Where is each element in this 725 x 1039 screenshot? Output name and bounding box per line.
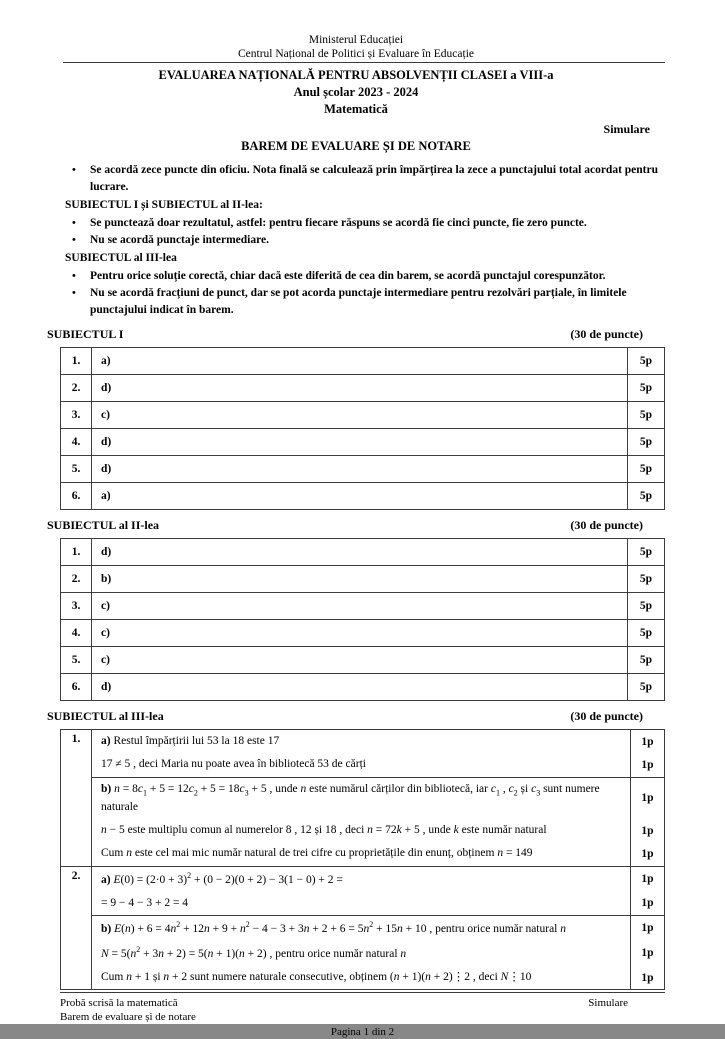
page-footer bbox=[60, 992, 665, 1039]
school-year: Anul școlar 2023 - 2024 bbox=[293, 85, 419, 99]
answer-row bbox=[61, 620, 665, 647]
points-value: 5p bbox=[628, 402, 665, 429]
answer-letter: d) bbox=[92, 375, 628, 402]
answer-letter: a) bbox=[92, 483, 628, 510]
answer-letter: d) bbox=[92, 539, 628, 566]
instruction-subheading bbox=[65, 197, 665, 214]
solution-step-text: = 9 − 4 − 3 + 2 = 4 bbox=[101, 896, 189, 909]
page-number: Pagina 1 din 2 bbox=[330, 1026, 395, 1039]
answer-row bbox=[61, 593, 665, 620]
points-value: 5p bbox=[628, 674, 665, 701]
footer-exam-type: Probă scrisă la matematică bbox=[60, 997, 178, 1010]
question-number: 3. bbox=[61, 593, 92, 620]
footer-variant: Simulare bbox=[588, 997, 628, 1010]
instruction-bullet-item bbox=[65, 232, 665, 249]
instructions bbox=[65, 162, 665, 319]
points-value: 5p bbox=[628, 539, 665, 566]
solution-part-cell bbox=[92, 730, 665, 778]
instruction-text: Nu se acordă punctaje intermediare. bbox=[90, 234, 269, 246]
points-value: 5p bbox=[628, 647, 665, 674]
points-value: 5p bbox=[628, 429, 665, 456]
answers-table-1 bbox=[60, 347, 665, 510]
points-value: 5p bbox=[628, 620, 665, 647]
solutions-table bbox=[60, 729, 665, 990]
answer-row bbox=[61, 483, 665, 510]
answer-row bbox=[61, 375, 665, 402]
answer-letter: c) bbox=[92, 620, 628, 647]
instruction-bullet-item bbox=[65, 162, 665, 196]
answer-letter: c) bbox=[92, 593, 628, 620]
solution-part-row bbox=[61, 777, 665, 866]
solution-step-text: b) $n = 8c_1 + 5 = 12c_2 + 5 = 18c_3 + 5$ , unde n este numărul cărților din bibliotecă, iar $c_1$ , $c_2$ și $c_3$ sunt numere naturale bbox=[101, 782, 600, 813]
section-subject-1 bbox=[47, 327, 665, 510]
solution-step-points: 1p bbox=[630, 753, 664, 776]
answer-row bbox=[61, 456, 665, 483]
points-value: 5p bbox=[628, 456, 665, 483]
question-number: 6. bbox=[61, 483, 92, 510]
solution-part-row bbox=[61, 915, 665, 989]
solutions-tbody bbox=[61, 730, 665, 990]
solution-step-points: 1p bbox=[630, 730, 664, 753]
header-divider bbox=[63, 62, 665, 63]
answer-letter: c) bbox=[92, 402, 628, 429]
section-heading bbox=[47, 709, 665, 724]
solution-step-text: a) Restul împărțirii lui 53 la 18 este 17 bbox=[101, 735, 280, 747]
points-value: 5p bbox=[628, 566, 665, 593]
question-number: 3. bbox=[61, 402, 92, 429]
subject-name: Matematică bbox=[324, 102, 388, 116]
solution-step bbox=[92, 730, 664, 753]
question-number: 6. bbox=[61, 674, 92, 701]
solution-step bbox=[92, 867, 664, 892]
answers-table-2 bbox=[60, 538, 665, 701]
solution-step bbox=[92, 842, 664, 865]
answer-row bbox=[61, 348, 665, 375]
solution-step-points: 1p bbox=[630, 778, 664, 820]
question-number: 1. bbox=[61, 348, 92, 375]
document-title: BAREM DE EVALUARE ȘI DE NOTARE bbox=[241, 139, 471, 153]
solution-step-text: Cum n este cel mai mic număr natural de trei cifre cu proprietățile din enunț, obținem n = 149 bbox=[101, 847, 533, 860]
solution-step-points: 1p bbox=[630, 966, 664, 989]
instruction-bullet-item bbox=[65, 215, 665, 232]
footer-doc-type: Barem de evaluare și de notare bbox=[60, 1011, 196, 1024]
solution-step bbox=[92, 819, 664, 842]
question-number: 1. bbox=[61, 539, 92, 566]
instruction-subheading bbox=[65, 250, 665, 267]
solution-step-points: 1p bbox=[630, 941, 664, 966]
question-number: 2. bbox=[61, 566, 92, 593]
center-name: Centrul Național de Politici și Evaluare în Educație bbox=[237, 48, 474, 60]
section-heading bbox=[47, 518, 665, 533]
ministry-name: Ministerul Educației bbox=[308, 34, 404, 46]
solution-step bbox=[92, 941, 664, 966]
answer-letter: a) bbox=[92, 348, 628, 375]
solution-part-cell bbox=[92, 915, 665, 989]
points-value: 5p bbox=[628, 348, 665, 375]
solution-step bbox=[92, 892, 664, 915]
solution-step-points: 1p bbox=[630, 842, 664, 865]
solution-part-cell bbox=[92, 777, 665, 866]
solution-step-points: 1p bbox=[630, 819, 664, 842]
section-subject-3 bbox=[47, 709, 665, 990]
problem-number: 2. bbox=[61, 866, 92, 990]
answer-letter: d) bbox=[92, 429, 628, 456]
variant-label: Simulare bbox=[603, 122, 650, 136]
section-title: SUBIECTUL al II-lea bbox=[47, 518, 160, 532]
solution-part-cell bbox=[92, 866, 665, 915]
points-value: 5p bbox=[628, 483, 665, 510]
problem-number: 1. bbox=[61, 730, 92, 867]
bullet-icon: • bbox=[72, 270, 76, 282]
page-header bbox=[47, 33, 665, 155]
instruction-text: Nu se acordă fracțiuni de punct, dar se pot acorda punctaje intermediare pentru rezolvări parțiale, în limitele punctajului indicat în barem. bbox=[90, 287, 627, 316]
instruction-bullet-item bbox=[65, 268, 665, 285]
instruction-text: Se acordă zece puncte din oficiu. Nota finală se calculează prin împărțirea la zece a punctajului total acordat pentru lucrare. bbox=[90, 164, 659, 193]
answer-letter: b) bbox=[92, 566, 628, 593]
answer-row bbox=[61, 402, 665, 429]
solution-step bbox=[92, 916, 664, 941]
bullet-icon: • bbox=[72, 217, 76, 229]
solution-step-text: $N = 5(n^2 + 3n + 2) = 5(n + 1)(n + 2)$ , pentru orice număr natural n bbox=[101, 944, 407, 960]
answer-row bbox=[61, 566, 665, 593]
question-number: 2. bbox=[61, 375, 92, 402]
question-number: 4. bbox=[61, 620, 92, 647]
answer-row bbox=[61, 647, 665, 674]
bullet-icon: • bbox=[72, 234, 76, 246]
solution-step bbox=[92, 778, 664, 820]
section-points-label: (30 de puncte) bbox=[570, 327, 643, 341]
solution-step-text: 17 ≠ 5 , deci Maria nu poate avea în bibliotecă 53 de cărți bbox=[101, 758, 366, 771]
points-value: 5p bbox=[628, 375, 665, 402]
question-number: 4. bbox=[61, 429, 92, 456]
instruction-subheading-text: SUBIECTUL al III-lea bbox=[65, 252, 177, 264]
solution-step-text: Cum n + 1 și n + 2 sunt numere naturale consecutive, obținem (n + 1)(n + 2)⋮2 , deci N⋮10 bbox=[101, 971, 532, 984]
answer-row bbox=[61, 674, 665, 701]
instruction-subheading-text: SUBIECTUL I și SUBIECTUL al II-lea: bbox=[65, 199, 263, 211]
question-number: 5. bbox=[61, 456, 92, 483]
solution-part-row bbox=[61, 866, 665, 915]
exam-title: EVALUAREA NAȚIONALĂ PENTRU ABSOLVENȚII CLASEI a VIII-a bbox=[158, 68, 554, 82]
question-number: 5. bbox=[61, 647, 92, 674]
section-points-label: (30 de puncte) bbox=[570, 709, 643, 723]
solution-step-text: a) $E(0) = (2\cdot 0 + 3)^2 + (0 - 2)(0 + 2) - 3(1 - 0) + 2$ = bbox=[101, 870, 343, 886]
bullet-icon: • bbox=[72, 164, 76, 176]
solution-step-text: n − 5 este multiplu comun al numerelor 8 , 12 și 18 , deci n = 72k + 5 , unde k este număr natural bbox=[101, 824, 547, 837]
solution-step-points: 1p bbox=[630, 867, 664, 892]
solution-part-row bbox=[61, 730, 665, 778]
section-heading bbox=[47, 327, 665, 342]
answer-row bbox=[61, 539, 665, 566]
solution-step-points: 1p bbox=[630, 916, 664, 941]
solution-step bbox=[92, 753, 664, 776]
instruction-text: Se punctează doar rezultatul, astfel: pentru fiecare răspuns se acordă fie cinci puncte, fie zero puncte. bbox=[90, 217, 587, 229]
bullet-icon: • bbox=[72, 287, 76, 299]
section-points-label: (30 de puncte) bbox=[570, 518, 643, 532]
answer-row bbox=[61, 429, 665, 456]
answer-letter: c) bbox=[92, 647, 628, 674]
solution-step bbox=[92, 966, 664, 989]
solution-step-points: 1p bbox=[630, 892, 664, 915]
instruction-bullet-item bbox=[65, 285, 665, 319]
answer-letter: d) bbox=[92, 674, 628, 701]
instruction-text: Pentru orice soluție corectă, chiar dacă este diferită de cea din barem, se acordă punctajul corespunzător. bbox=[90, 270, 606, 282]
section-subject-2 bbox=[47, 518, 665, 701]
answer-letter: d) bbox=[92, 456, 628, 483]
section-title: SUBIECTUL al III-lea bbox=[47, 709, 164, 723]
points-value: 5p bbox=[628, 593, 665, 620]
solution-step-text: b) $E(n) + 6 = 4n^2 + 12n + 9 + n^2 - 4 - 3 + 3n + 2 + 6 = 5n^2 + 15n + 10$ , pentru orice număr natural n bbox=[101, 919, 566, 935]
section-title: SUBIECTUL I bbox=[47, 327, 124, 341]
